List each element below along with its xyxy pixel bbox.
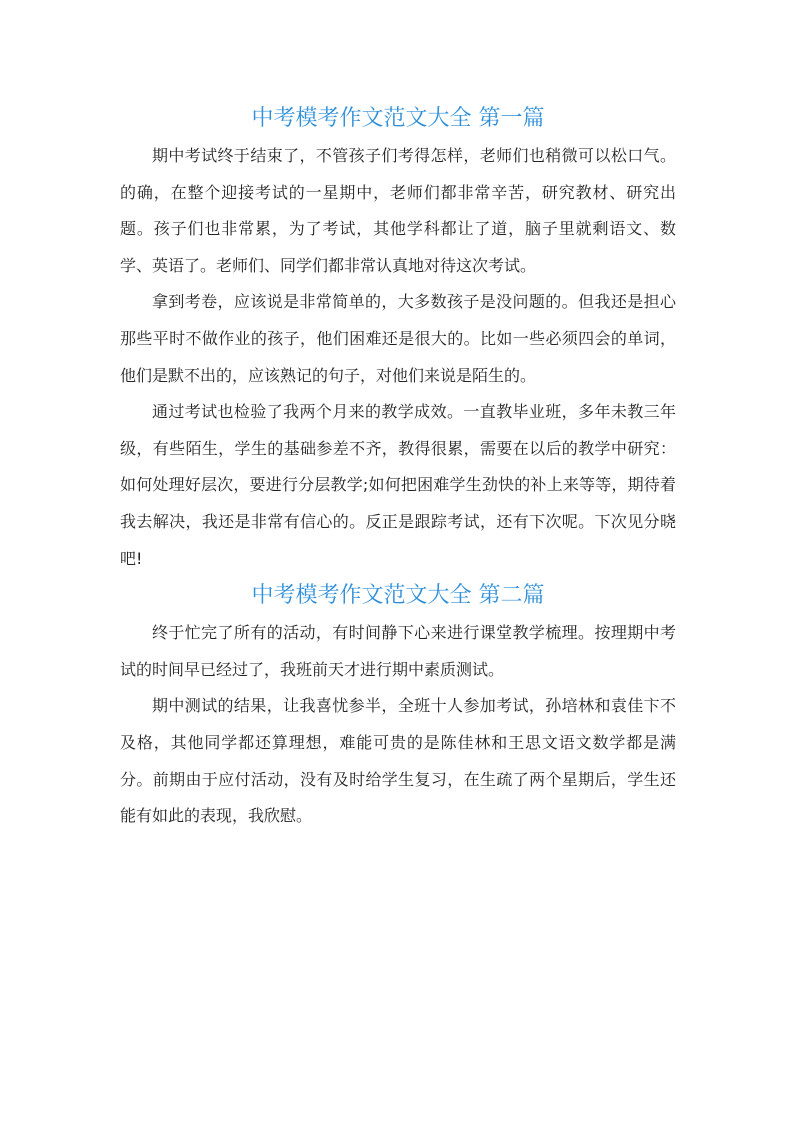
essay-section-1 — [120, 100, 676, 577]
essay-section-2 — [120, 577, 676, 835]
paragraph: 期中测试的结果，让我喜忧参半，全班十人参加考试，孙培林和袁佳卞不及格，其他同学都还算理想，难能可贵的是陈佳林和王思文语文数学都是满分。前期由于应付活动，没有及时给学生复习，在生疏了两个星期后，学生还能有如此的表现，我欣慰。 — [120, 696, 676, 826]
paragraph: 拿到考卷，应该说是非常简单的，大多数孩子是没问题的。但我还是担心那些平时不做作业的孩子，他们困难还是很大的。比如一些必须四会的单词，他们是默不出的，应该熟记的句子，对他们来说是陌生的。 — [120, 292, 676, 385]
paragraph: 通过考试也检验了我两个月来的教学成效。一直教毕业班，多年未教三年级，有些陌生，学生的基础参差不齐，教得很累，需要在以后的教学中研究：如何处理好层次，要进行分层教学;如何把困难学生劲快的补上来等等，期待着我去解决，我还是非常有信心的。反正是跟踪考试，还有下次呢。下次见分晓吧! — [120, 402, 676, 568]
paragraph: 终于忙完了所有的活动，有时间静下心来进行课堂教学梳理。按理期中考试的时间早已经过了，我班前天才进行期中素质测试。 — [120, 623, 676, 679]
section-title: 中考模考作文范文大全 第一篇 — [251, 106, 545, 131]
paragraph: 期中考试终于结束了，不管孩子们考得怎样，老师们也稍微可以松口气。的确，在整个迎接考试的一星期中，老师们都非常辛苦，研究教材、研究出题。孩子们也非常累，为了考试，其他学科都让了道，脑子里就剩语文、数学、英语了。老师们、同学们都非常认真地对待这次考试。 — [120, 146, 676, 275]
document-content — [120, 100, 676, 835]
section-title: 中考模考作文范文大全 第二篇 — [251, 583, 545, 609]
